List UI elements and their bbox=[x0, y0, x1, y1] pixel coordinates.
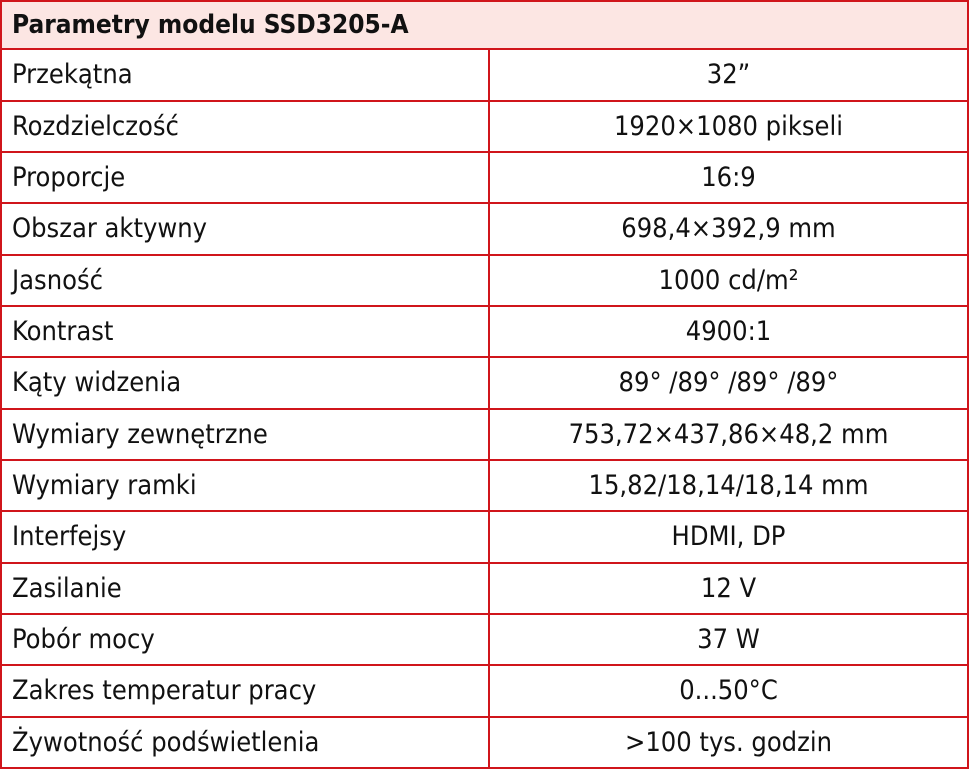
row-label: Wymiary ramki bbox=[1, 460, 489, 511]
table-row bbox=[1, 409, 968, 460]
row-value: 15,82/18,14/18,14 mm bbox=[489, 460, 968, 511]
table-row bbox=[1, 357, 968, 408]
table-row bbox=[1, 49, 968, 100]
row-label: Zasilanie bbox=[1, 563, 489, 614]
row-label: Przekątna bbox=[1, 49, 489, 100]
row-label: Rozdzielczość bbox=[1, 101, 489, 152]
row-label: Obszar aktywny bbox=[1, 203, 489, 254]
row-value: 1000 cd/m² bbox=[489, 255, 968, 306]
row-value: 16:9 bbox=[489, 152, 968, 203]
table-row bbox=[1, 511, 968, 562]
row-label: Jasność bbox=[1, 255, 489, 306]
table-row bbox=[1, 255, 968, 306]
row-label: Żywotność podświetlenia bbox=[1, 717, 489, 768]
table-row bbox=[1, 460, 968, 511]
table-row bbox=[1, 665, 968, 716]
row-value: 4900:1 bbox=[489, 306, 968, 357]
row-value: 1920×1080 pikseli bbox=[489, 101, 968, 152]
row-label: Kontrast bbox=[1, 306, 489, 357]
row-label: Proporcje bbox=[1, 152, 489, 203]
table-row bbox=[1, 306, 968, 357]
row-value: 32” bbox=[489, 49, 968, 100]
row-value: 12 V bbox=[489, 563, 968, 614]
table-row bbox=[1, 152, 968, 203]
row-value: 753,72×437,86×48,2 mm bbox=[489, 409, 968, 460]
table-row bbox=[1, 717, 968, 768]
row-value: HDMI, DP bbox=[489, 511, 968, 562]
table-header-row bbox=[1, 1, 968, 49]
table-row bbox=[1, 563, 968, 614]
table-row bbox=[1, 614, 968, 665]
table-title: Parametry modelu SSD3205-A bbox=[1, 1, 968, 49]
row-label: Wymiary zewnętrzne bbox=[1, 409, 489, 460]
row-label: Zakres temperatur pracy bbox=[1, 665, 489, 716]
table-row bbox=[1, 101, 968, 152]
row-label: Pobór mocy bbox=[1, 614, 489, 665]
row-value: 89° /89° /89° /89° bbox=[489, 357, 968, 408]
row-label: Interfejsy bbox=[1, 511, 489, 562]
row-value: 37 W bbox=[489, 614, 968, 665]
row-value: >100 tys. godzin bbox=[489, 717, 968, 768]
table-row bbox=[1, 203, 968, 254]
row-value: 698,4×392,9 mm bbox=[489, 203, 968, 254]
row-value: 0...50°C bbox=[489, 665, 968, 716]
row-label: Kąty widzenia bbox=[1, 357, 489, 408]
